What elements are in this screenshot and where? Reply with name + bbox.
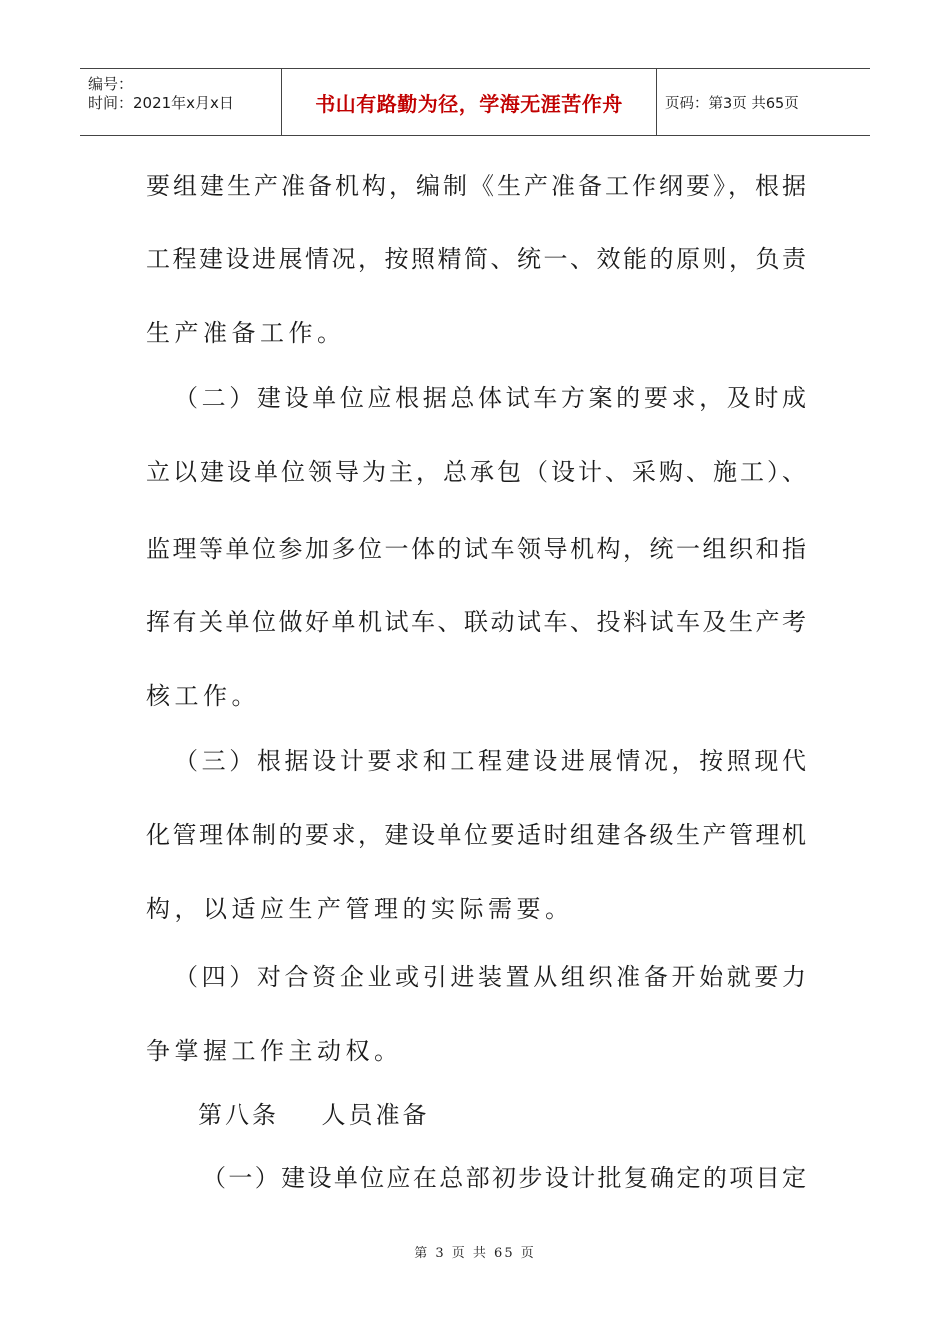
page-header [80, 68, 870, 136]
article-heading: 第八条 人员准备 [198, 1101, 430, 1129]
body-line: （二）建设单位应根据总体试车方案的要求，及时成 [174, 384, 806, 412]
body-line: （一）建设单位应在总部初步设计批复确定的项目定 [202, 1164, 806, 1192]
header-motto: 书山有路勤为径，学海无涯苦作舟 [282, 69, 657, 135]
body-line: 工程建设进展情况，按照精简、统一、效能的原则，负责 [146, 245, 806, 273]
body-line: 构，以适应生产管理的实际需要。 [146, 895, 574, 923]
header-page-info: 页码：第3页 共65页 [665, 95, 799, 112]
body-line: 化管理体制的要求，建设单位要适时组建各级生产管理机 [146, 821, 806, 849]
body-line: 要组建生产准备机构，编制《生产准备工作纲要》，根据 [146, 172, 806, 200]
body-line: 监理等单位参加多位一体的试车领导机构，统一组织和指 [146, 535, 806, 563]
body-line: 立以建设单位领导为主，总承包（设计、采购、施工）、 [146, 458, 806, 486]
body-line: 核工作。 [146, 682, 260, 710]
header-meta [80, 69, 282, 135]
document-number-label: 编号： [88, 75, 134, 93]
document-time-label: 时间：2021年x月x日 [88, 94, 234, 112]
body-line: 争掌握工作主动权。 [146, 1037, 403, 1065]
body-line: （三）根据设计要求和工程建设进展情况，按照现代 [174, 747, 806, 775]
body-line: 挥有关单位做好单机试车、联动试车、投料试车及生产考 [146, 608, 806, 636]
body-line: 生产准备工作。 [146, 319, 346, 347]
page-footer: 第 3 页 共 65 页 [414, 1246, 536, 1261]
body-line: （四）对合资企业或引进装置从组织准备开始就要力 [174, 963, 806, 991]
